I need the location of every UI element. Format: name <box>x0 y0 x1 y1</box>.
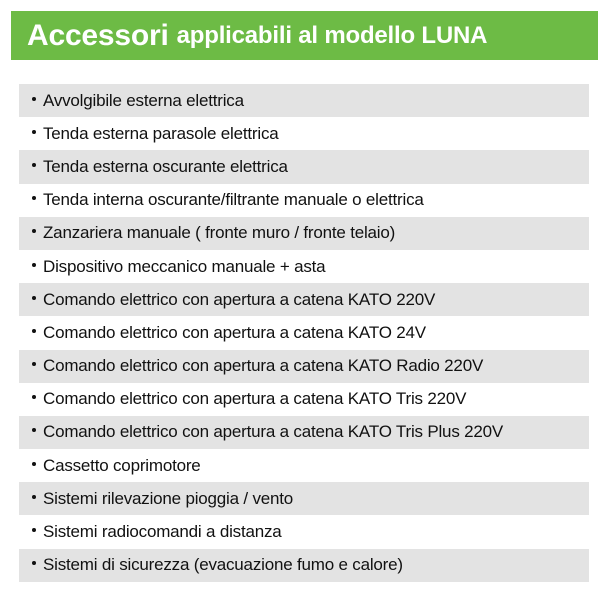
bullet-icon <box>32 229 36 233</box>
page-title-main: Accessori <box>27 18 169 52</box>
list-item-label: Sistemi di sicurezza (evacuazione fumo e calore) <box>43 555 403 575</box>
list-item-label: Sistemi radiocomandi a distanza <box>43 522 282 542</box>
list-item-label: Zanzariera manuale ( fronte muro / fronte telaio) <box>43 223 396 243</box>
list-item <box>19 482 589 515</box>
bullet-icon <box>32 130 36 134</box>
bullet-icon <box>32 196 36 200</box>
list-item-label: Tenda esterna parasole elettrica <box>43 123 279 143</box>
list-item <box>19 117 589 150</box>
bullet-icon <box>32 561 36 565</box>
list-item <box>19 549 589 582</box>
bullet-icon <box>32 428 36 432</box>
bullet-icon <box>32 362 36 366</box>
list-item <box>19 416 589 449</box>
list-item <box>19 350 589 383</box>
list-item-label: Tenda interna oscurante/filtrante manuale o elettrica <box>43 190 424 210</box>
bullet-icon <box>32 495 36 499</box>
bullet-icon <box>32 462 36 466</box>
bullet-icon <box>32 97 36 101</box>
bullet-icon <box>32 395 36 399</box>
list-item <box>19 316 589 349</box>
list-item <box>19 283 589 316</box>
page-title-banner <box>11 11 598 60</box>
list-item <box>19 449 589 482</box>
list-item <box>19 184 589 217</box>
list-item-label: Sistemi rilevazione pioggia / vento <box>43 488 294 508</box>
bullet-icon <box>32 263 36 267</box>
list-item-label: Dispositivo meccanico manuale + asta <box>43 256 326 276</box>
list-item <box>19 515 589 548</box>
accessories-list <box>19 84 589 582</box>
list-item-label: Cassetto coprimotore <box>43 455 201 475</box>
list-item-label: Tenda esterna oscurante elettrica <box>43 156 288 176</box>
list-item-label: Comando elettrico con apertura a catena KATO Tris Plus 220V <box>43 422 504 442</box>
list-item-label: Comando elettrico con apertura a catena KATO 220V <box>43 289 436 309</box>
list-item <box>19 383 589 416</box>
bullet-icon <box>32 528 36 532</box>
list-item-label: Avvolgibile esterna elettrica <box>43 90 244 110</box>
list-item <box>19 150 589 183</box>
list-item <box>19 250 589 283</box>
list-item-label: Comando elettrico con apertura a catena KATO Radio 220V <box>43 356 484 376</box>
page-title-subtitle: applicabili al modello LUNA <box>176 21 488 49</box>
list-item <box>19 217 589 250</box>
list-item-label: Comando elettrico con apertura a catena KATO 24V <box>43 322 426 342</box>
bullet-icon <box>32 163 36 167</box>
list-item-label: Comando elettrico con apertura a catena KATO Tris 220V <box>43 389 467 409</box>
bullet-icon <box>32 329 36 333</box>
list-item <box>19 84 589 117</box>
bullet-icon <box>32 296 36 300</box>
